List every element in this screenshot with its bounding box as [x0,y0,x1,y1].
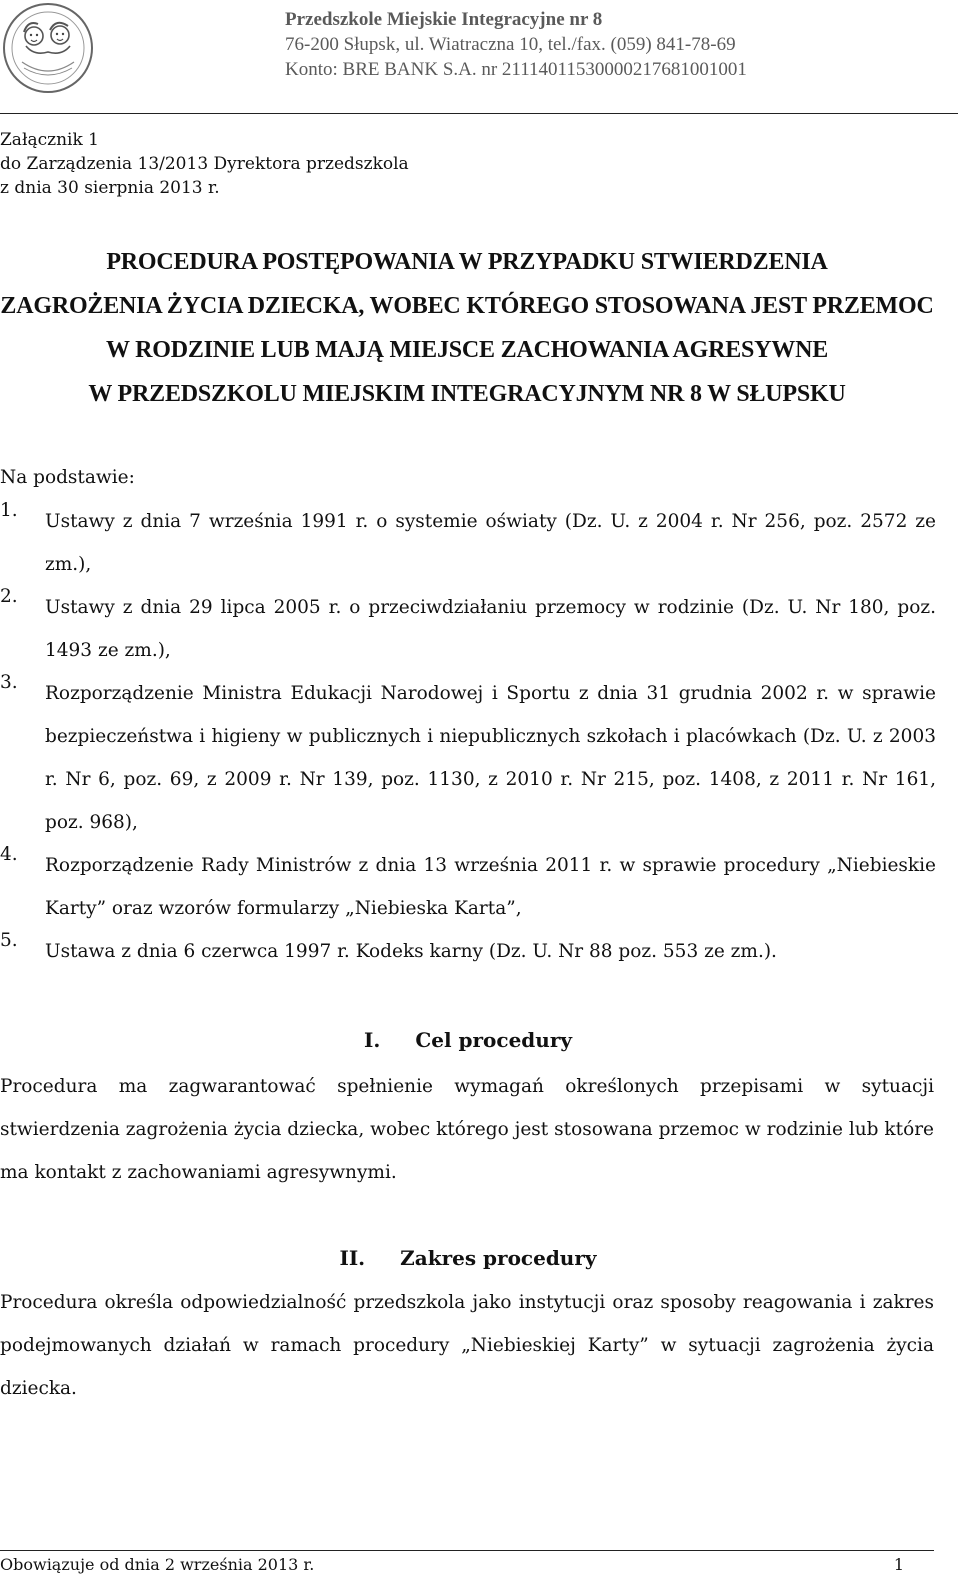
list-item [0,672,936,844]
attachment-line: Załącznik 1 [0,130,99,150]
title-line: ZAGROŻENIA ŻYCIA DZIECKA, WOBEC KTÓREGO STOSOWANA JEST PRZEMOC [0,293,934,319]
list-item [0,500,936,586]
section-heading [0,1028,936,1052]
list-item-text: Rozporządzenie Rady Ministrów z dnia 13 września 2011 r. w sprawie procedury „Niebieskie Karty” oraz wzorów formularzy „Niebieska Karta”, [45,855,936,919]
legal-basis-list [0,500,936,973]
list-item-text: Ustawa z dnia 6 czerwca 1997 r. Kodeks karny (Dz. U. Nr 88 poz. 553 ze zm.). [45,941,777,962]
institution-address: 76-200 Słupsk, ul. Wiatraczna 10, tel./fax. (059) 841-78-69 [285,34,736,55]
list-item-number: 4. [0,844,18,865]
section-heading [0,1246,936,1270]
document-title [0,240,934,416]
basis-label: Na podstawie: [0,467,135,488]
section-title: Zakres procedury [400,1246,597,1270]
page-footer [0,1555,934,1574]
section-title: Cel procedury [415,1028,572,1052]
list-item-number: 5. [0,930,18,951]
section-body: Procedura określa odpowiedzialność przedszkola jako instytucji oraz sposoby reagowania i zakres podejmowanych działań w ramach procedury „Niebieskiej Karty” w sytuacji zagrożenia życia dziecka. [0,1292,934,1399]
attachment-line: do Zarządzenia 13/2013 Dyrektora przedszkola [0,154,409,174]
title-line: PROCEDURA POSTĘPOWANIA W PRZYPADKU STWIERDZENIA [106,249,828,275]
school-logo [2,2,94,94]
institution-name: Przedszkole Miejskie Integracyjne nr 8 [285,9,603,30]
attachment-note [0,128,409,200]
header-divider [0,113,958,114]
list-item-text: Ustawy z dnia 7 września 1991 r. o systemie oświaty (Dz. U. z 2004 r. Nr 256, poz. 2572 ze zm.), [45,511,936,575]
list-item [0,844,936,930]
effective-date: Obowiązuje od dnia 2 września 2013 r. [0,1555,315,1574]
title-line: W PRZEDSZKOLU MIEJSKIM INTEGRACYJNYM NR 8 W SŁUPSKU [88,381,846,407]
institution-account: Konto: BRE BANK S.A. nr 21114011530000217681001001 [285,59,747,80]
section-number: II. [339,1246,366,1270]
list-item [0,586,936,672]
section-number: I. [364,1028,381,1052]
institution-header [285,8,747,82]
title-line: W RODZINIE LUB MAJĄ MIEJSCE ZACHOWANIA AGRESYWNE [105,337,829,363]
list-item-text: Rozporządzenie Ministra Edukacji Narodowej i Sportu z dnia 31 grudnia 2002 r. w sprawie bezpieczeństwa i higieny w publicznych i niepublicznych szkołach i placówkach (Dz. U. z 2003 r. Nr 6, poz. 69, z 2009 r. Nr 139, poz. 1130, z 2010 r. Nr 215, poz. 1408, z 2011 r. Nr 161, poz. 968), [45,683,936,833]
list-item-number: 2. [0,586,18,607]
page-number: 1 [893,1555,904,1574]
footer-divider [0,1550,934,1551]
section-body: Procedura ma zagwarantować spełnienie wymagań określonych przepisami w sytuacji stwierdzenia zagrożenia życia dziecka, wobec którego jest stosowana przemoc w rodzinie lub które ma kontakt z zachowaniami agresywnymi. [0,1076,934,1183]
list-item-text: Ustawy z dnia 29 lipca 2005 r. o przeciwdziałaniu przemocy w rodzinie (Dz. U. Nr 180, poz. 1493 ze zm.), [45,597,936,661]
attachment-line: z dnia 30 sierpnia 2013 r. [0,178,220,198]
list-item-number: 3. [0,672,18,693]
list-item-number: 1. [0,500,18,521]
list-item [0,930,936,973]
